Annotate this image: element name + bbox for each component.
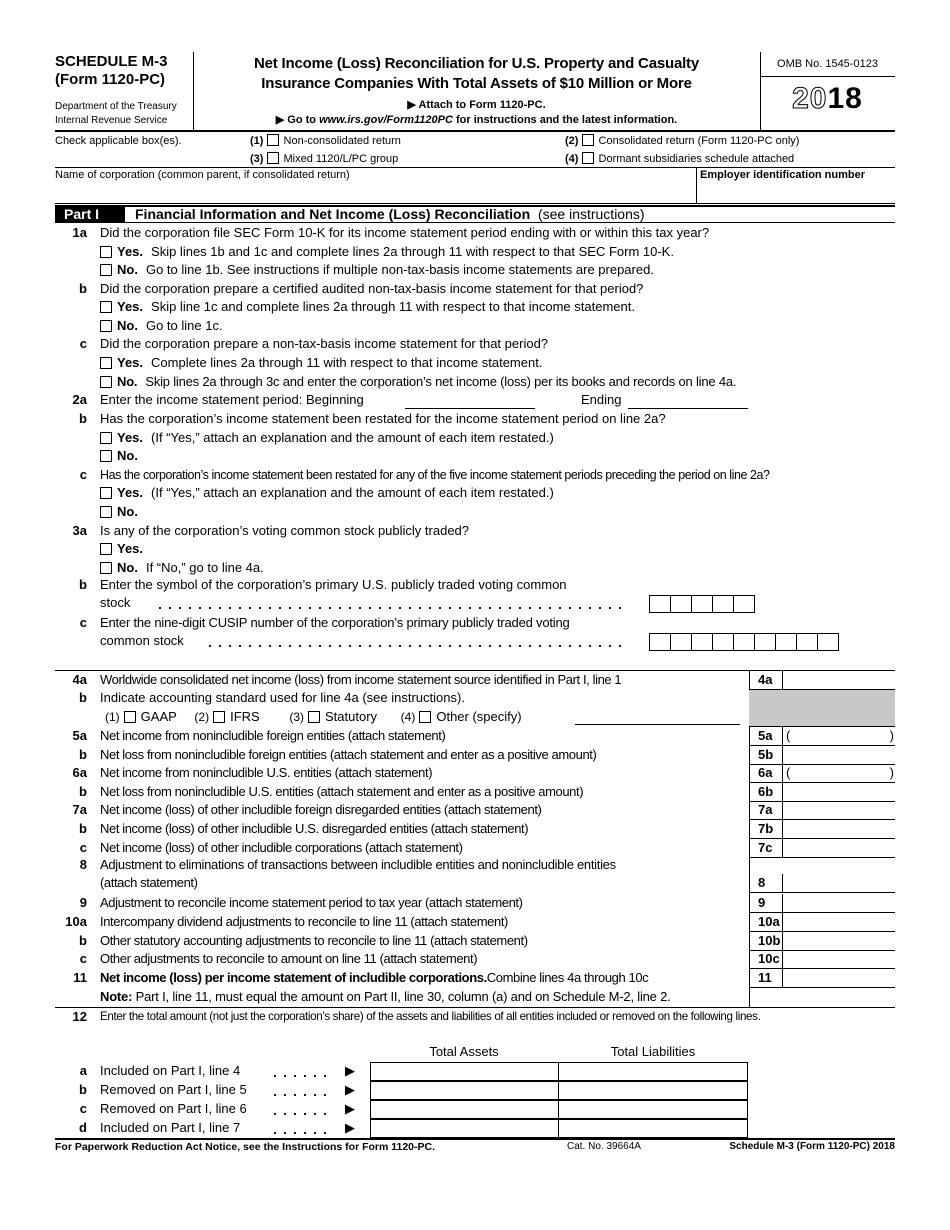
line-text: Net income from nonincludible U.S. entities (attach statement) [100,765,433,780]
line-num: 12 [72,1009,87,1024]
amount-input[interactable] [782,874,895,893]
amount-input[interactable] [782,727,895,746]
paperwork-notice: For Paperwork Reduction Act Notice, see the Instructions for Form 1120-PC. [55,1141,436,1153]
line-text-bold: Net income (loss) per income statement of includible corporations. [100,970,487,985]
question-3c-cont [55,632,635,650]
line-box-label: 6b [749,783,782,802]
question-text: Enter the income statement period: Beginning [100,392,364,407]
amount-input[interactable] [782,913,895,932]
part-title-text: Financial Information and Net Income (Loss) Reconciliation [135,206,531,222]
line-text: Other adjustments to reconcile to amount on line 11 (attach statement) [100,951,478,966]
line-text: Net income from nonincludible foreign entities (attach statement) [100,728,446,743]
form-title-1: Net Income (Loss) Reconciliation for U.S. Property and Casualty [254,55,699,72]
line-num: 8 [79,857,87,872]
line-num: 1a [72,225,87,240]
line-num: b [79,784,87,799]
line-box-label: 5a [749,727,782,746]
paren-open: ( [786,765,791,780]
amount-input[interactable] [782,969,895,988]
corporation-name-field[interactable] [55,169,695,203]
question-text: Enter the nine-digit CUSIP number of the corporation’s primary publicly traded voting [100,615,570,630]
line-box-label: 7c [749,839,782,858]
amount-input[interactable] [782,746,895,765]
line-12-row [55,1119,365,1137]
opt-label: Statutory [325,709,378,724]
line-8 [55,856,895,893]
total-liabilities-input[interactable] [558,1062,748,1081]
line-7b [55,820,895,839]
question-text: Is any of the corporation’s voting common stock publicly traded? [100,523,470,538]
line-box-label: 10c [749,950,782,969]
line-text: Indicate accounting standard used for line 4a (see instructions). [100,690,465,705]
line-text: Net loss from nonincludible U.S. entities (attach statement and enter as a positive amount) [100,784,584,799]
checkbox[interactable] [100,432,112,444]
line-num: b [79,577,87,592]
line-num: b [79,690,87,705]
ein-label: Employer identification number [700,169,866,181]
col-total-assets: Total Assets [429,1044,499,1059]
line-7a [55,801,895,820]
option-text: Complete lines 2a through 11 with respect to that income statement. [151,355,543,370]
question-text: Did the corporation file SEC Form 10-K for its income statement period ending with or within this tax year? [100,225,710,240]
line-num: b [79,1082,87,1097]
line-text: Net income (loss) of other includible U.S. disregarded entities (attach statement) [100,821,529,836]
line-num: c [79,467,87,482]
line-text: Removed on Part I, line 6 [100,1101,247,1116]
line-box-label: 9 [749,894,782,913]
goto-post: for instructions and the latest information. [452,114,678,126]
check-num: (1) [250,135,264,147]
accounting-standard-options [105,708,522,726]
check-label: Dormant subsidiaries schedule attached [598,153,795,165]
line-box-label: 8 [749,874,782,893]
col-total-liabilities: Total Liabilities [610,1044,696,1059]
omb-number: OMB No. 1545-0123 [777,58,878,70]
question-3b-cont [55,594,635,612]
total-assets-input[interactable] [370,1081,559,1100]
gaap-checkbox[interactable] [124,711,136,723]
line-num: 2a [72,392,87,407]
no-label: No. [117,448,138,463]
ticker-symbol-input[interactable] [650,595,755,616]
yes-label: Yes. [117,485,144,500]
line-num: a [79,1063,87,1078]
paren-close: ) [889,765,894,780]
option-text: Skip line 1c and complete lines 2a through 11 with respect to that income statement. [151,299,635,314]
check-dormant[interactable] [565,152,794,165]
statutory-checkbox[interactable] [308,711,320,723]
line-num: b [79,411,87,426]
question-text: common stock [100,633,184,648]
no-label: No. [117,504,138,519]
option-text: (If “Yes,” attach an explanation and the amount of each item restated.) [151,485,554,500]
line-box-label: 11 [749,969,782,988]
total-liabilities-input[interactable] [558,1119,748,1138]
cat-number: Cat. No. 39664A [567,1141,641,1152]
line-12-row [55,1062,365,1080]
no-label: No. [117,262,138,277]
line-num: b [79,281,87,296]
checkbox[interactable] [100,320,112,332]
line-text: Included on Part I, line 7 [100,1120,241,1135]
line-10b [55,932,895,951]
amount-input[interactable] [782,894,895,913]
line-num: c [79,336,87,351]
note-text: Part I, line 11, must equal the amount on Part II, line 30, column (a) and on Schedule M-2, line 2. [132,989,671,1004]
no-label: No. [117,560,138,575]
line-text: (attach statement) [100,875,198,890]
name-label: Name of corporation (common parent, if consolidated return) [55,169,350,181]
line-5a [55,727,895,746]
line-box-label: 5b [749,746,782,765]
line-box-label: 4a [749,671,782,690]
amount-input[interactable] [782,801,895,820]
dot-leader [270,1062,330,1080]
line-box-label: 6a [749,764,782,783]
question-text: Has the corporation’s income statement been restated for the income statement period on line 2a? [100,411,666,426]
other-checkbox[interactable] [419,711,431,723]
check-num: (3) [250,153,264,165]
yes-label: Yes. [117,541,144,556]
yes-label: Yes. [117,355,144,370]
amount-input[interactable] [782,820,895,839]
total-assets-input[interactable] [370,1062,559,1081]
option-text: (If “Yes,” attach an explanation and the amount of each item restated.) [151,430,554,445]
part-note: (see instructions) [537,206,645,222]
arrow-icon: ▶ [345,1101,355,1116]
line-box-label: 10a [749,913,782,932]
year-bold: 18 [827,82,863,115]
amount-input[interactable] [782,932,895,951]
checkbox[interactable] [100,543,112,555]
line-4a [55,671,895,690]
line-text: Net income (loss) of other includible corporations (attach statement) [100,840,463,855]
check-label: Non-consolidated return [283,135,401,147]
cusip-input[interactable] [650,633,839,654]
check-consolidated[interactable] [565,134,799,147]
part-title [135,205,645,223]
line-num: c [79,1101,87,1116]
check-num: (4) [565,153,579,165]
check-non-consolidated[interactable] [250,134,401,147]
yes-label: Yes. [117,430,144,445]
question-text: stock [100,595,131,610]
total-liabilities-input[interactable] [558,1081,748,1100]
line-box-label: 7a [749,801,782,820]
line-text: Intercompany dividend adjustments to reconcile to line 11 (attach statement) [100,914,508,929]
opt-label: IFRS [230,709,260,724]
option-text: If “No,” go to line 4a. [145,560,264,575]
line-12-row [55,1100,365,1118]
form-number: (Form 1120-PC) [55,71,166,88]
line-12-row [55,1081,365,1099]
checkbox[interactable] [100,562,112,574]
schedule-name: SCHEDULE M-3 [55,53,168,70]
checkbox[interactable] [100,264,112,276]
no-label: No. [117,318,138,333]
dot-leader [270,1081,330,1099]
checkbox[interactable] [267,134,279,146]
line-num: 11 [73,970,87,985]
dept-treasury: Department of the Treasury [55,101,177,112]
amount-input[interactable] [782,764,895,783]
line-5b [55,746,895,765]
line-6b [55,783,895,802]
line-text: Adjustment to reconcile income statement period to tax year (attach statement) [100,895,523,910]
line-box-label: 7b [749,820,782,839]
note-label: Note: [100,989,133,1004]
line-11 [55,969,895,988]
checkbox[interactable] [267,152,279,164]
line-text: Removed on Part I, line 5 [100,1082,247,1097]
irs-link[interactable]: www.irs.gov/Form1120PC [319,114,453,126]
check-num: (2) [565,135,579,147]
paren-close: ) [889,728,894,743]
shaded-area [749,690,895,727]
option-text: Go to line 1b. See instructions if multiple non-tax-basis income statements are prepared. [145,262,654,277]
line-num: 9 [79,895,87,910]
ein-field[interactable] [700,169,895,203]
line-num: 10a [65,914,87,929]
amount-input[interactable] [782,950,895,969]
line-num: d [79,1120,87,1135]
arrow-icon: ▶ [345,1063,355,1078]
line-num: c [79,840,87,855]
check-label: Consolidated return (Form 1120-PC only) [598,135,800,147]
form-title-2: Insurance Companies With Total Assets of $10 Million or More [261,75,692,92]
line-num: b [79,747,87,762]
dot-leader [155,594,625,612]
yes-label: Yes. [117,299,144,314]
opt-num: (4) [400,710,416,724]
checkbox[interactable] [100,450,112,462]
opt-num: (3) [289,710,305,724]
attach-note: ▶ Attach to Form 1120-PC. [407,99,546,111]
line-num: 5a [72,728,87,743]
checkbox[interactable] [100,487,112,499]
checkbox[interactable] [100,376,112,388]
arrow-icon: ▶ [345,1082,355,1097]
ending-label: Ending [581,392,622,407]
opt-label: Other (specify) [436,709,522,724]
ifrs-checkbox[interactable] [213,711,225,723]
year-outline: 20 [792,82,828,115]
checkbox[interactable] [582,134,594,146]
line-num: 6a [72,765,87,780]
question-text: Enter the symbol of the corporation’s primary U.S. publicly traded voting common [100,577,567,592]
line-text: Other statutory accounting adjustments to reconcile to line 11 (attach statement) [100,933,528,948]
part-tag: Part I [55,206,125,222]
line-num: 3a [72,523,87,538]
check-mixed-group[interactable] [250,152,398,165]
yes-label: Yes. [117,244,144,259]
line-6a [55,764,895,783]
line-box-label: 10b [749,932,782,951]
footer-form-id: Schedule M-3 (Form 1120-PC) 2018 [729,1141,895,1152]
line-num: c [79,615,87,630]
total-assets-input[interactable] [370,1100,559,1119]
line-text: Adjustment to eliminations of transactions between includible entities and nonincludible entities [100,857,616,872]
question-text: Has the corporation’s income statement been restated for any of the five income statement periods preceding the period on line 2a? [100,468,770,482]
line-num: c [79,951,87,966]
line-text: Worldwide consolidated net income (loss) from income statement source identified in Part I, line 1 [100,672,622,687]
line-9 [55,894,895,913]
irs: Internal Revenue Service [55,115,168,126]
dot-leader [205,632,625,650]
dot-leader [270,1100,330,1118]
line-10c [55,950,895,969]
line-num: b [79,933,87,948]
total-assets-input[interactable] [370,1119,559,1138]
line-num: 7a [72,802,87,817]
opt-num: (2) [194,710,210,724]
other-specify-input[interactable] [575,710,740,725]
line-text: Enter the total amount (not just the corporation’s share) of the assets and liabilities of all entities included or removed on the following lines. [100,1010,761,1023]
option-text: Skip lines 1b and 1c and complete lines 2a through 11 with respect to that SEC Form 10-K. [151,244,674,259]
checkbox[interactable] [100,301,112,313]
no-label: No. [117,374,138,389]
tax-year [760,82,895,116]
check-label: Mixed 1120/L/PC group [283,153,399,165]
opt-label: GAAP [140,709,177,724]
arrow-icon: ▶ [345,1120,355,1135]
checkbox[interactable] [100,357,112,369]
period-ending-input[interactable] [628,393,748,409]
option-text: Go to line 1c. [145,318,223,333]
line-num: b [79,821,87,836]
paren-open: ( [786,728,791,743]
line-text: Combine lines 4a through 10c [486,970,649,985]
total-liabilities-input[interactable] [558,1100,748,1119]
line-text: Included on Part I, line 4 [100,1063,241,1078]
line-num: 4a [72,672,87,687]
question-text: Did the corporation prepare a non-tax-basis income statement for that period? [100,336,549,351]
amount-input[interactable] [782,671,895,690]
line-text: Net income (loss) of other includible foreign disregarded entities (attach statement) [100,802,542,817]
period-beginning-input[interactable] [405,393,535,409]
goto-pre: ▶ Go to [275,114,320,126]
check-applicable-label: Check applicable box(es). [55,135,182,147]
line-10a [55,913,895,932]
line-text: Net loss from nonincludible foreign entities (attach statement and enter as a positive amount) [100,747,597,762]
checkbox[interactable] [582,152,594,164]
amount-input[interactable] [782,783,895,802]
checkbox[interactable] [100,246,112,258]
goto-note [195,113,758,126]
dot-leader [270,1119,330,1137]
option-text: Skip lines 2a through 3c and enter the corporation’s net income (loss) per its books and records on line 4a. [145,374,737,389]
question-text: Did the corporation prepare a certified audited non-tax-basis income statement for that period? [100,281,644,296]
checkbox[interactable] [100,506,112,518]
opt-num: (1) [105,710,120,724]
